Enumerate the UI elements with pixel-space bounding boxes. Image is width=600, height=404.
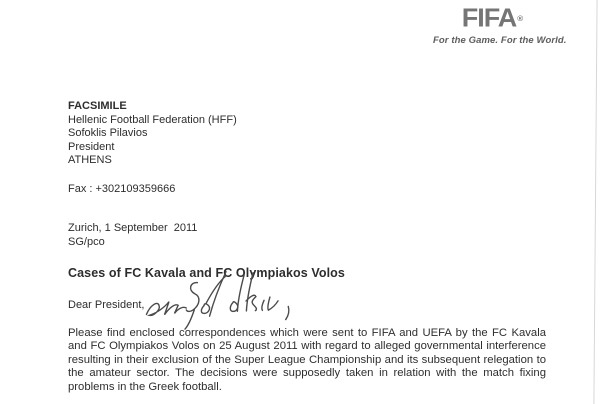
dateline-block: [68, 222, 197, 249]
facsimile-label: FACSIMILE: [68, 100, 127, 112]
salutation: Dear President,: [68, 299, 145, 311]
subject-line: Cases of FC Kavala and FC Olympiakos Volos: [68, 266, 345, 280]
reference-code: SG/pco: [68, 235, 105, 248]
letterhead: [433, 3, 567, 46]
handwritten-note: [137, 266, 294, 333]
recipient-city: ATHENS: [68, 154, 112, 167]
fifa-wordmark: FIFA: [461, 3, 517, 33]
place-and-date: Zurich, 1 September 2011: [68, 222, 198, 234]
fifa-tagline: For the Game. For the World.: [433, 35, 567, 46]
recipient-name: Sofoklis Pilavios: [68, 127, 148, 140]
fifa-logo: [461, 3, 524, 33]
registered-trademark-icon: ®: [517, 14, 524, 23]
fax-number: Fax : +302109359666: [68, 183, 176, 195]
recipient-block: [68, 100, 237, 168]
recipient-title: President: [68, 140, 115, 153]
scan-edge-line: [593, 0, 597, 404]
body-paragraph: Please find enclosed correspondences which were sent to FIFA and UEFA by the FC Kavala and FC Olympiakos Volos on 25 August 2011 with regard to alleged governmental interference resulting in their exclusion of the Super League Championship and its subsequent relegation to the amateur sector. The decisions were supposedly taken in relation with the match fixing problems in the Greek football.: [68, 327, 546, 393]
recipient-organization: Hellenic Football Federation (HFF): [68, 113, 237, 126]
